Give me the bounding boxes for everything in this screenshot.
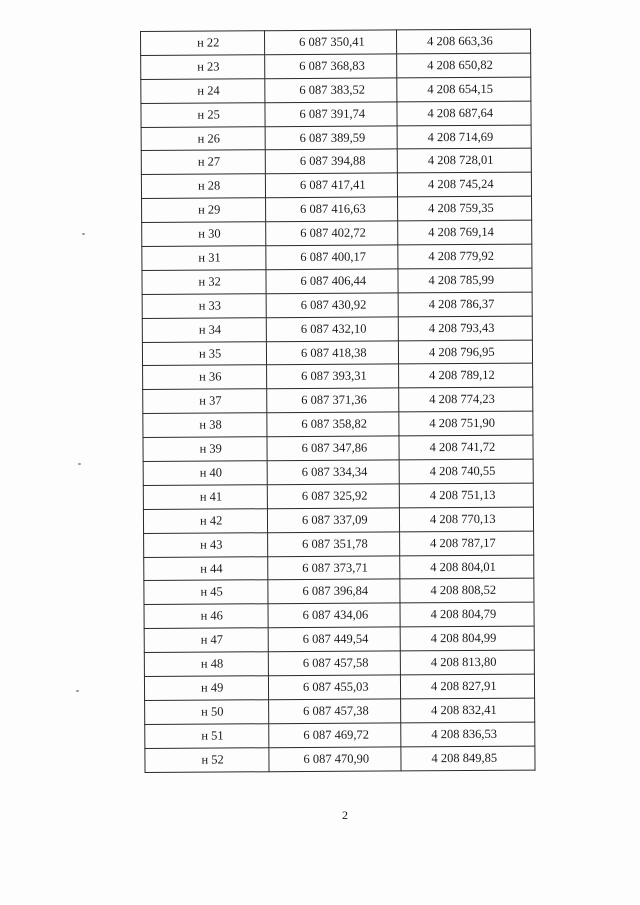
- scan-speck: [76, 690, 79, 692]
- y-coordinate-cell: 4 208 687,64: [397, 101, 531, 126]
- point-name-cell: н 36: [143, 365, 267, 390]
- x-coordinate-cell: 6 087 394,88: [265, 149, 397, 174]
- point-name-cell: н 42: [143, 509, 267, 534]
- y-coordinate-cell: 4 208 654,15: [397, 77, 531, 102]
- y-coordinate-cell: 4 208 769,14: [398, 220, 532, 245]
- table-row: [142, 268, 532, 294]
- x-coordinate-cell: 6 087 432,10: [266, 317, 398, 342]
- point-name-cell: н 52: [145, 747, 269, 772]
- point-name-cell: н 37: [143, 389, 267, 414]
- table-row: [144, 626, 534, 652]
- y-coordinate-cell: 4 208 741,72: [399, 435, 533, 460]
- table-row: [145, 722, 535, 748]
- table-row: [143, 387, 533, 413]
- x-coordinate-cell: 6 087 368,83: [265, 54, 397, 79]
- y-coordinate-cell: 4 208 779,92: [398, 244, 532, 269]
- x-coordinate-cell: 6 087 449,54: [268, 627, 400, 652]
- y-coordinate-cell: 4 208 827,91: [400, 674, 534, 699]
- x-coordinate-cell: 6 087 325,92: [267, 484, 399, 509]
- y-coordinate-cell: 4 208 751,90: [399, 411, 533, 436]
- point-name-cell: н 50: [145, 700, 269, 725]
- point-name-cell: н 25: [141, 102, 265, 127]
- y-coordinate-cell: 4 208 786,37: [398, 292, 532, 317]
- y-coordinate-cell: 4 208 832,41: [401, 698, 535, 723]
- point-name-cell: н 38: [143, 413, 267, 438]
- y-coordinate-cell: 4 208 796,95: [398, 340, 532, 365]
- x-coordinate-cell: 6 087 400,17: [266, 245, 398, 270]
- table-row: [143, 483, 533, 509]
- table-row: [141, 77, 531, 103]
- x-coordinate-cell: 6 087 417,41: [265, 173, 397, 198]
- point-name-cell: н 28: [141, 174, 265, 199]
- point-name-cell: н 45: [144, 580, 268, 605]
- y-coordinate-cell: 4 208 804,01: [400, 555, 534, 580]
- table-row: [142, 292, 532, 318]
- point-name-cell: н 27: [141, 150, 265, 175]
- table-row: [141, 172, 531, 198]
- x-coordinate-cell: 6 087 416,63: [266, 197, 398, 222]
- table-row: [144, 650, 534, 676]
- table-row: [145, 698, 535, 724]
- table-row: [144, 602, 534, 628]
- y-coordinate-cell: 4 208 849,85: [401, 746, 535, 771]
- point-name-cell: н 47: [144, 628, 268, 653]
- table-row: [142, 244, 532, 270]
- y-coordinate-cell: 4 208 714,69: [397, 125, 531, 150]
- table-row: [142, 340, 532, 366]
- point-name-cell: н 43: [144, 532, 268, 557]
- table-row: [143, 364, 533, 390]
- y-coordinate-cell: 4 208 663,36: [396, 29, 530, 54]
- y-coordinate-cell: 4 208 650,82: [397, 53, 531, 78]
- table-row: [143, 411, 533, 437]
- table-row: [143, 435, 533, 461]
- point-name-cell: н 30: [142, 222, 266, 247]
- x-coordinate-cell: 6 087 337,09: [267, 508, 399, 533]
- table-row: [141, 101, 531, 127]
- y-coordinate-cell: 4 208 787,17: [400, 531, 534, 556]
- table-row: [143, 507, 533, 533]
- x-coordinate-cell: 6 087 358,82: [267, 412, 399, 437]
- point-name-cell: н 51: [145, 724, 269, 749]
- table-row: [142, 316, 532, 342]
- x-coordinate-cell: 6 087 455,03: [268, 675, 400, 700]
- scan-speck: [82, 233, 85, 235]
- point-name-cell: н 31: [142, 246, 266, 271]
- table-row: [144, 555, 534, 581]
- x-coordinate-cell: 6 087 350,41: [265, 30, 397, 55]
- point-name-cell: н 49: [144, 676, 268, 701]
- table-row: [142, 196, 532, 222]
- x-coordinate-cell: 6 087 402,72: [266, 221, 398, 246]
- table-row: [141, 29, 531, 55]
- table-row: [142, 220, 532, 246]
- table-row: [141, 53, 531, 79]
- point-name-cell: н 26: [141, 126, 265, 151]
- point-name-cell: н 46: [144, 604, 268, 629]
- y-coordinate-cell: 4 208 813,80: [400, 650, 534, 675]
- point-name-cell: н 48: [144, 652, 268, 677]
- table-row: [141, 125, 531, 151]
- y-coordinate-cell: 4 208 793,43: [398, 316, 532, 341]
- coordinates-table-body: [141, 29, 536, 772]
- x-coordinate-cell: 6 087 351,78: [268, 532, 400, 557]
- x-coordinate-cell: 6 087 396,84: [268, 579, 400, 604]
- scan-speck: [78, 463, 81, 465]
- y-coordinate-cell: 4 208 808,52: [400, 579, 534, 604]
- y-coordinate-cell: 4 208 774,23: [399, 387, 533, 412]
- x-coordinate-cell: 6 087 470,90: [269, 747, 401, 772]
- table-row: [141, 149, 531, 175]
- x-coordinate-cell: 6 087 430,92: [266, 293, 398, 318]
- y-coordinate-cell: 4 208 770,13: [399, 507, 533, 532]
- point-name-cell: н 44: [144, 556, 268, 581]
- point-name-cell: н 34: [142, 317, 266, 342]
- y-coordinate-cell: 4 208 740,55: [399, 459, 533, 484]
- point-name-cell: н 41: [143, 485, 267, 510]
- x-coordinate-cell: 6 087 406,44: [266, 269, 398, 294]
- table-row: [144, 531, 534, 557]
- point-name-cell: н 24: [141, 79, 265, 104]
- table-row: [144, 674, 534, 700]
- x-coordinate-cell: 6 087 393,31: [267, 364, 399, 389]
- point-name-cell: н 40: [143, 461, 267, 486]
- x-coordinate-cell: 6 087 383,52: [265, 78, 397, 103]
- x-coordinate-cell: 6 087 469,72: [269, 723, 401, 748]
- table-row: [143, 459, 533, 485]
- y-coordinate-cell: 4 208 804,79: [400, 602, 534, 627]
- x-coordinate-cell: 6 087 347,86: [267, 436, 399, 461]
- point-name-cell: н 23: [141, 55, 265, 80]
- x-coordinate-cell: 6 087 418,38: [266, 341, 398, 366]
- point-name-cell: н 22: [141, 31, 265, 56]
- point-name-cell: н 39: [143, 437, 267, 462]
- point-name-cell: н 32: [142, 270, 266, 295]
- coordinates-table: [140, 29, 536, 773]
- y-coordinate-cell: 4 208 745,24: [397, 172, 531, 197]
- x-coordinate-cell: 6 087 457,58: [268, 651, 400, 676]
- point-name-cell: н 29: [142, 198, 266, 223]
- y-coordinate-cell: 4 208 785,99: [398, 268, 532, 293]
- y-coordinate-cell: 4 208 759,35: [398, 196, 532, 221]
- x-coordinate-cell: 6 087 434,06: [268, 603, 400, 628]
- y-coordinate-cell: 4 208 836,53: [401, 722, 535, 747]
- y-coordinate-cell: 4 208 804,99: [400, 626, 534, 651]
- x-coordinate-cell: 6 087 371,36: [267, 388, 399, 413]
- x-coordinate-cell: 6 087 373,71: [268, 556, 400, 581]
- point-name-cell: н 35: [142, 341, 266, 366]
- x-coordinate-cell: 6 087 457,38: [269, 699, 401, 724]
- x-coordinate-cell: 6 087 389,59: [265, 125, 397, 150]
- x-coordinate-cell: 6 087 391,74: [265, 102, 397, 127]
- table-row: [144, 579, 534, 605]
- y-coordinate-cell: 4 208 751,13: [399, 483, 533, 508]
- table-row: [145, 746, 535, 772]
- page-number: 2: [342, 808, 348, 822]
- point-name-cell: н 33: [142, 294, 266, 319]
- x-coordinate-cell: 6 087 334,34: [267, 460, 399, 485]
- y-coordinate-cell: 4 208 728,01: [397, 149, 531, 174]
- y-coordinate-cell: 4 208 789,12: [399, 364, 533, 389]
